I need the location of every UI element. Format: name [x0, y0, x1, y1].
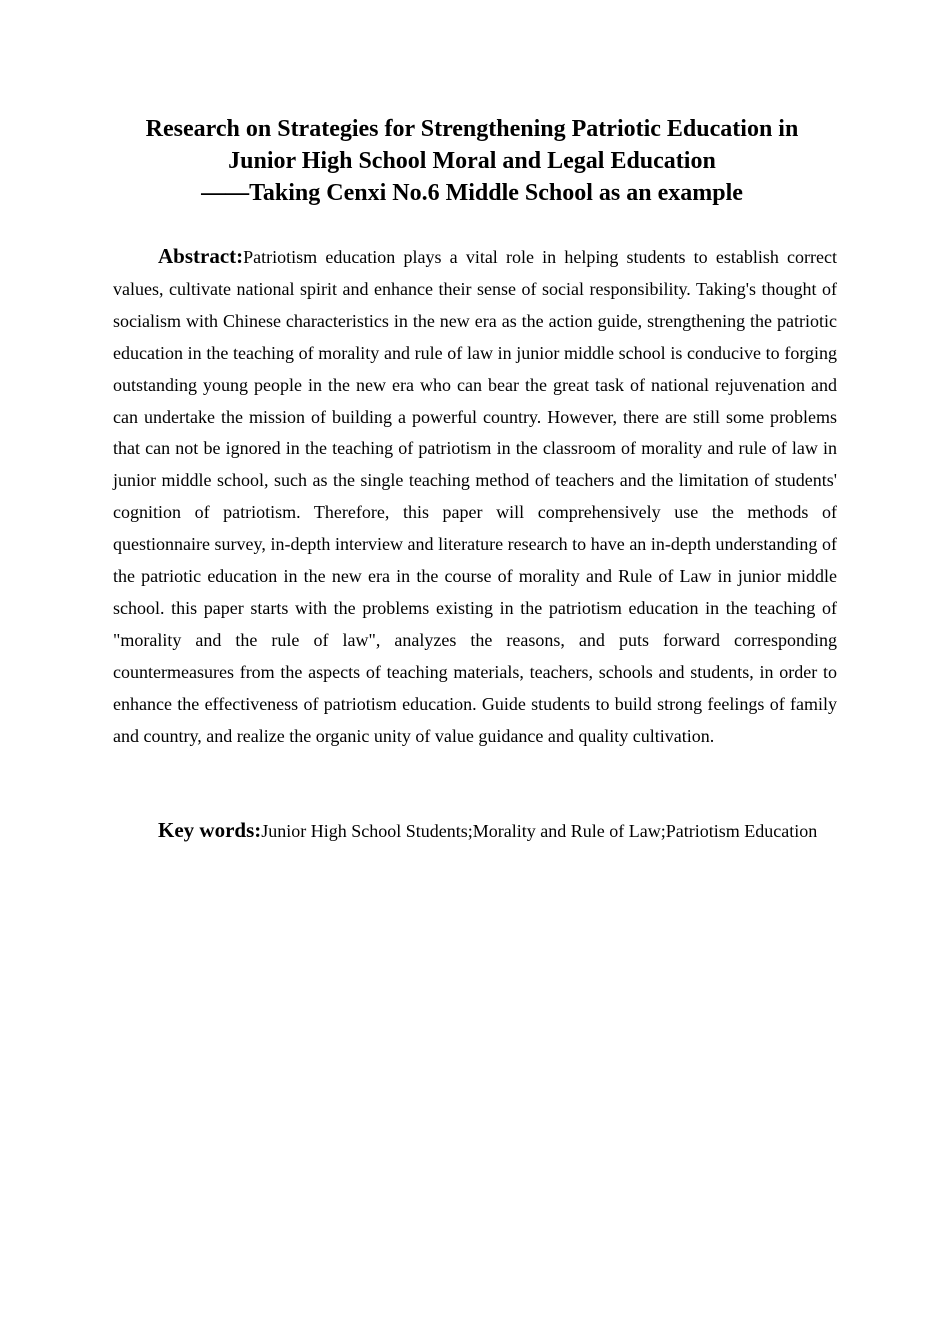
paper-title — [100, 113, 844, 209]
keywords-label: Key words: — [158, 818, 262, 842]
keywords-text: Junior High School Students;Morality and Rule of Law;Patriotism Education — [261, 821, 818, 841]
paper-subtitle: ——Taking Cenxi No.6 Middle School as an example — [201, 180, 743, 206]
title-line-2: Junior High School Moral and Legal Education — [228, 148, 716, 174]
abstract-paragraph — [113, 241, 837, 753]
keywords-paragraph — [113, 815, 837, 848]
abstract-label: Abstract: — [158, 244, 244, 268]
title-line-1: Research on Strategies for Strengthening Patriotic Education in — [145, 116, 799, 142]
abstract-text: Patriotism education plays a vital role in helping students to establish correct values, cultivate national spirit and enhance their sense of social responsibility. Taking's thought of socialism with Chinese characteristics in the new era as the action guide, strengthening the patriotic education in the teaching of morality and rule of law in junior middle school is conducive to forging outstanding young people in the new era who can bear the great task of national rejuvenation and can undertake the mission of building a powerful country. However, there are still some problems that can not be ignored in the teaching of patriotism in the classroom of morality and rule of law in junior middle school, such as the single teaching method of teachers and the limitation of students' cognition of patriotism. Therefore, this paper will comprehensively use the methods of questionnaire survey, in-depth interview and literature research to have an in-depth understanding of the patriotic education in the new era in the course of morality and Rule of Law in junior middle school. this paper starts with the problems existing in the patriotism education in the teaching of "morality and the rule of law", analyzes the reasons, and puts forward corresponding countermeasures from the aspects of teaching materials, teachers, schools and students, in order to enhance the effectiveness of patriotism education. Guide students to build strong feelings of family and country, and realize the organic unity of value guidance and quality cultivation. — [113, 247, 837, 746]
